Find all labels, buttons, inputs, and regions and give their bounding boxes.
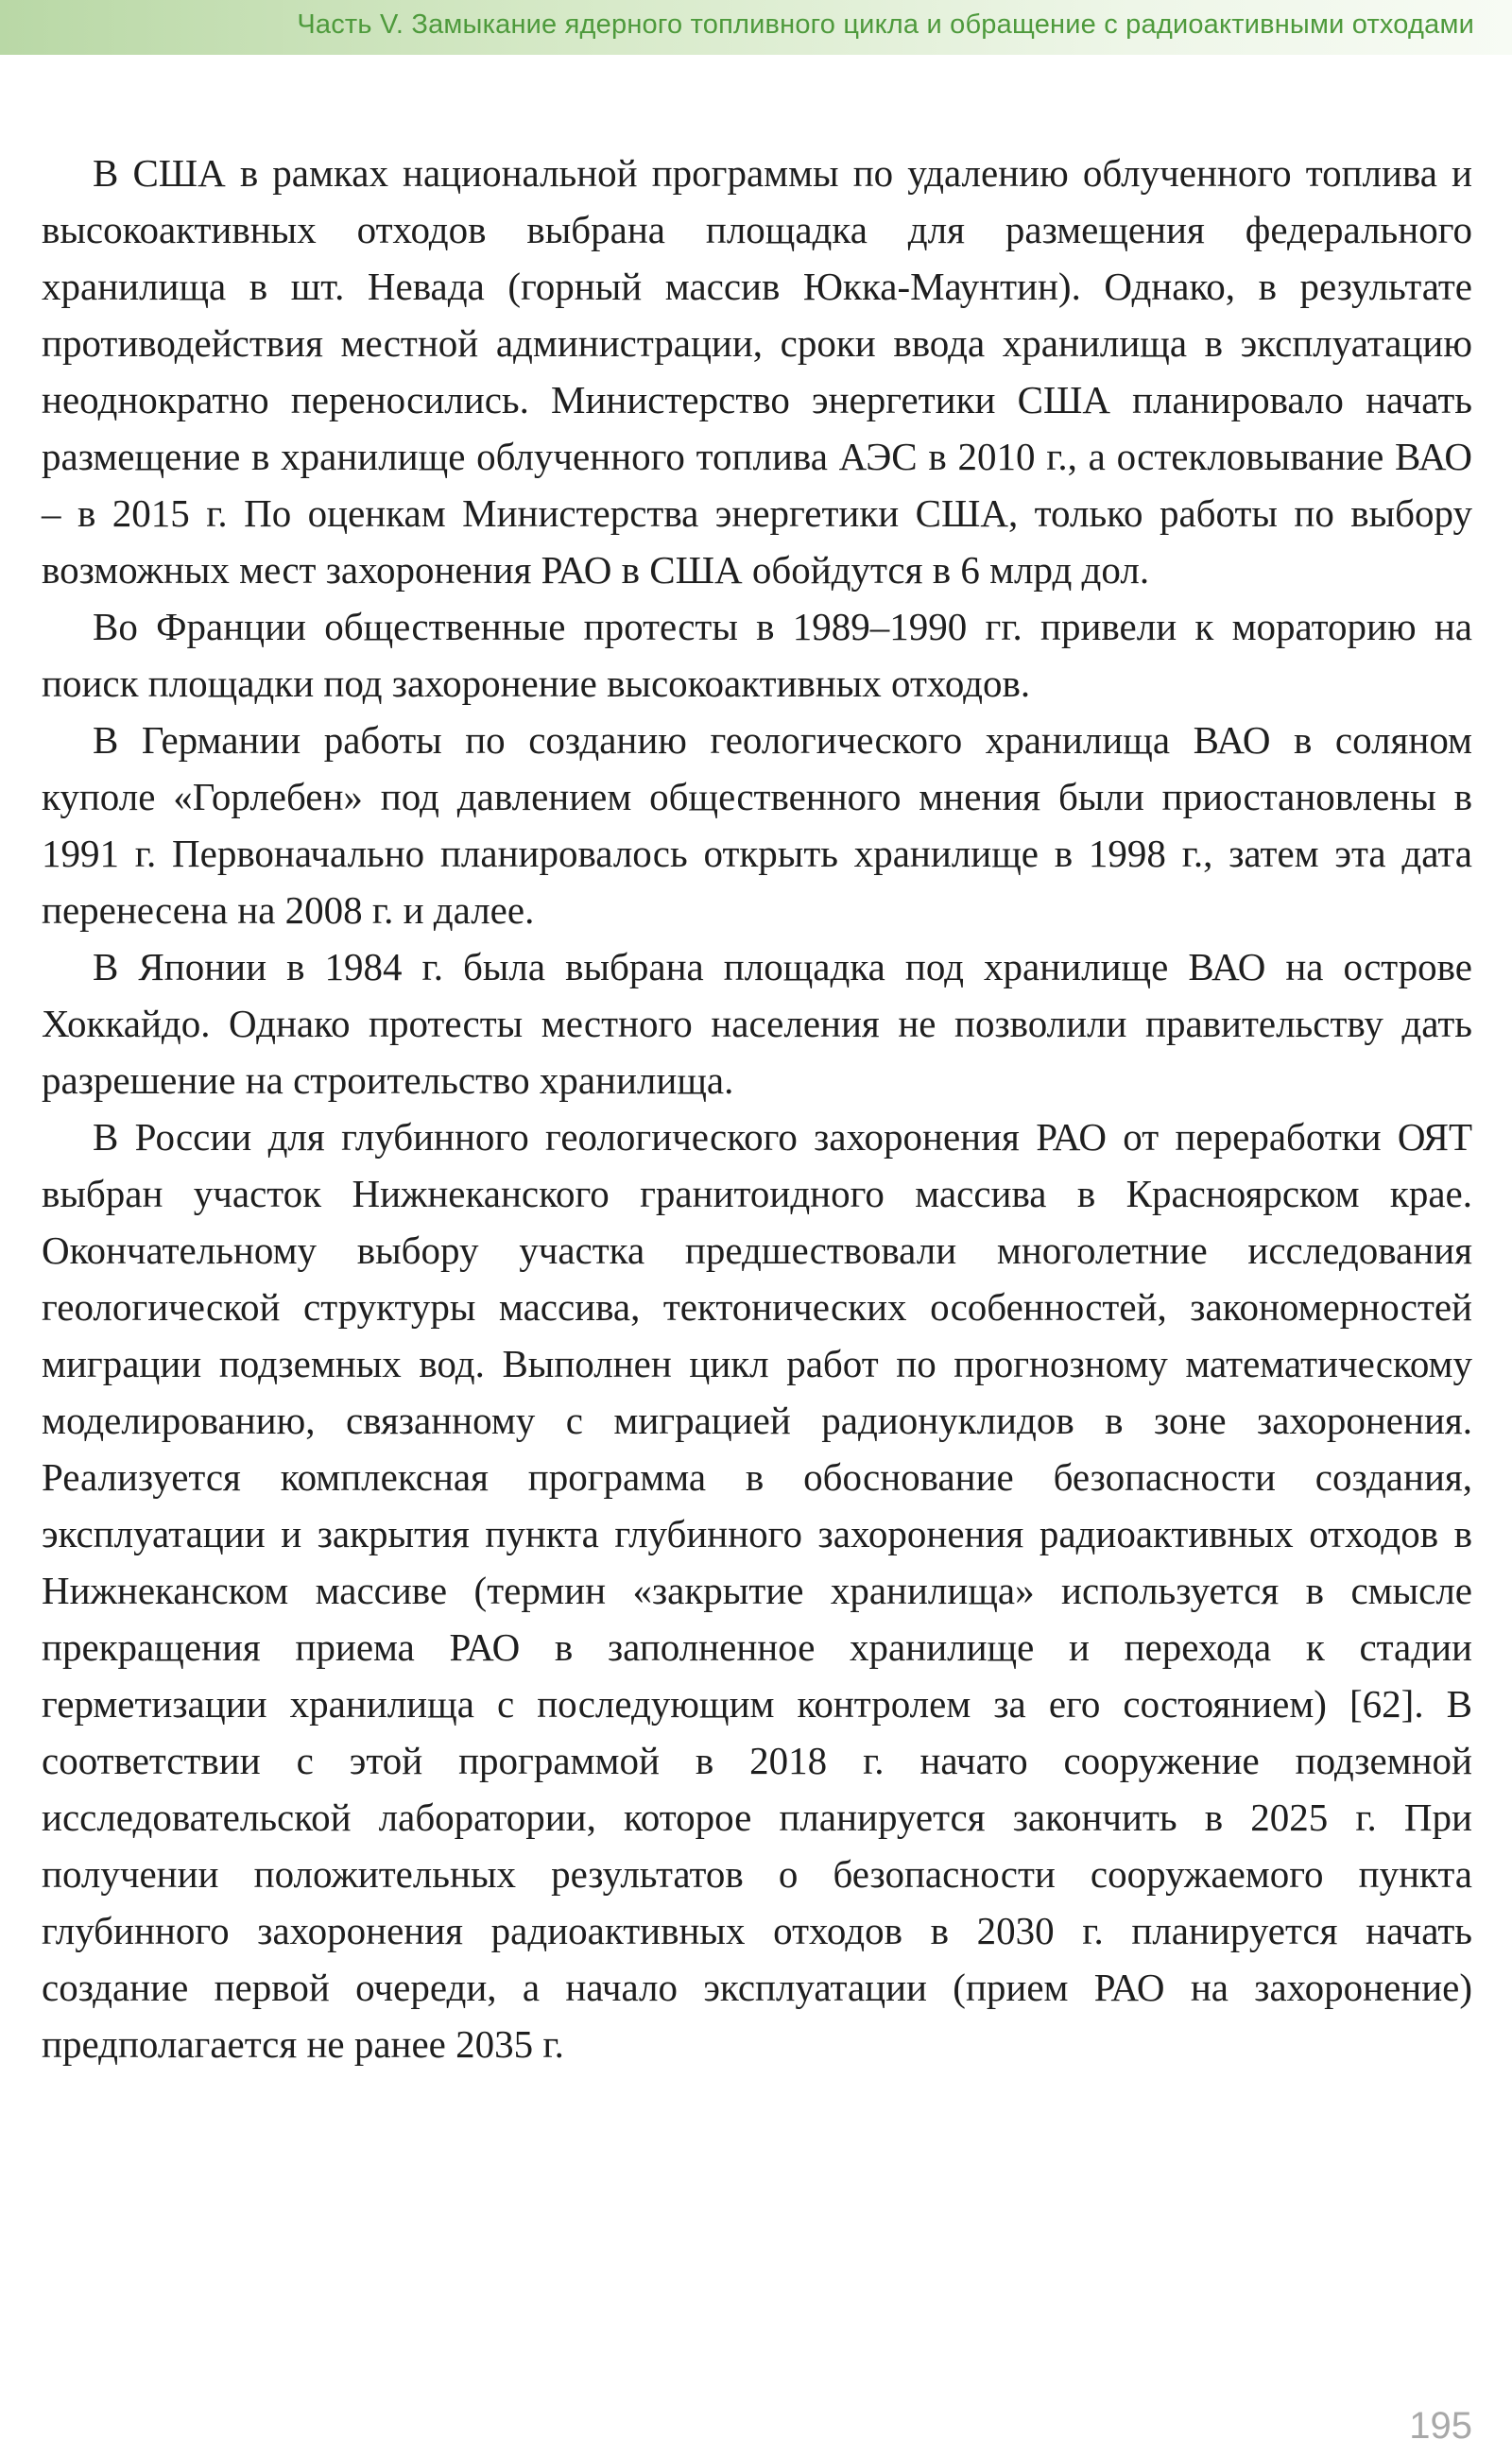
page-number: 195 <box>1409 2405 1472 2447</box>
paragraph-usa: В США в рамках национальной программы по удалению облученного топлива и высокоактивных отходов выбрана площадка для размещения федерального хранилища в шт. Невада (горный массив Юкка-Маунтин). Однако, в результате противодействия местной администрации, сроки ввода хранилища в эксплуатацию неоднократно переносились. Министерство энергетики США планировало начать размещение в хранилище облученного топлива АЭС в 2010 г., а остекловывание ВАО – в 2015 г. По оценкам Министерства энергетики США, только работы по выбору возможных мест захоронения РАО в США обойдутся в 6 млрд дол. <box>42 151 1472 592</box>
running-title: Часть V. Замыкание ядерного топливного цикла и обращение с радиоактивными отходами <box>297 9 1474 40</box>
paragraph-russia: В России для глубинного геологического захоронения РАО от переработки ОЯТ выбран участок Нижнеканского гранитоидного массива в Красноярском крае. Окончательному выбору участка предшествовали многолетние исследования геологической структуры массива, тектонических особенностей, закономерностей миграции подземных вод. Выполнен цикл работ по прогнозному математическому моделированию, связанному с миграцией радионуклидов в зоне захоронения. Реализуется комплексная программа в обоснование безопасности создания, эксплуатации и закрытия пункта глубинного захоронения радиоактивных отходов в Нижнеканском массиве (термин «закрытие хранилища» используется в смысле прекращения приема РАО в заполненное хранилище и перехода к стадии герметизации хранилища с последующим контролем за его состоянием) [62]. В соответствии с этой программой в 2018 г. начато сооружение подземной исследовательской лаборатории, которое планируется закончить в 2025 г. При получении положительных результатов о безопасности сооружаемого пункта глубинного захоронения радиоактивных отходов в 2030 г. планируется начать создание первой очереди, а начало эксплуатации (прием РАО на захоронение) предполагается не ранее 2035 г. <box>42 1115 1472 2066</box>
paragraph-japan: В Японии в 1984 г. была выбрана площадка под хранилище ВАО на острове Хоккайдо. Однако протесты местного населения не позволили правительству дать разрешение на строительство хранилища. <box>42 945 1472 1102</box>
body-text <box>42 145 1472 2072</box>
paragraph-france: Во Франции общественные протесты в 1989–1990 гг. привели к мораторию на поиск площадки под захоронение высокоактивных отходов. <box>42 605 1472 705</box>
running-header <box>0 0 1512 55</box>
paragraph-germany: В Германии работы по созданию геологического хранилища ВАО в соляном куполе «Горлебен» под давлением общественного мнения были приостановлены в 1991 г. Первоначально планировалось открыть хранилище в 1998 г., затем эта дата перенесена на 2008 г. и далее. <box>42 718 1472 932</box>
